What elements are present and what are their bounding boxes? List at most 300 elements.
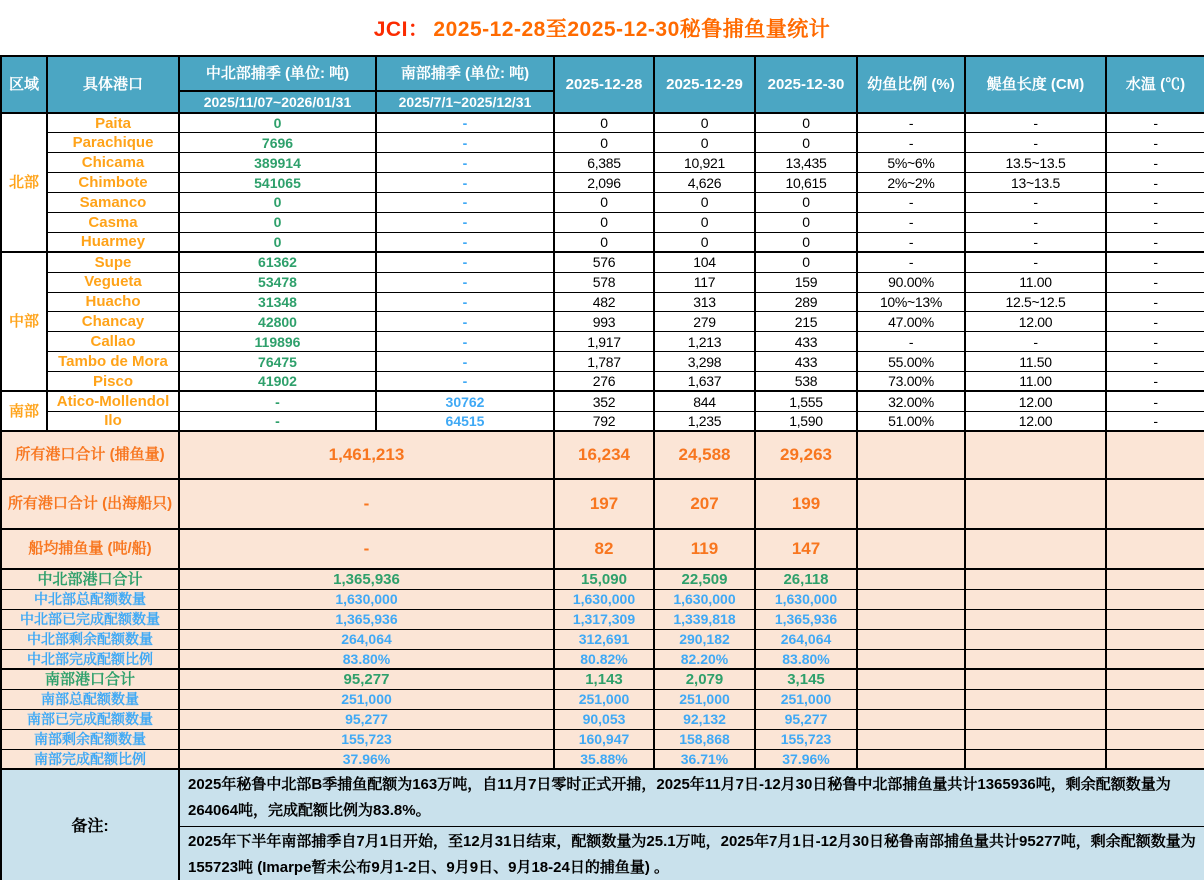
anchovy-length-value: -	[965, 133, 1106, 153]
quota-row-label: 南部完成配额比例	[1, 749, 179, 769]
daily-catch-value-3: 159	[755, 272, 857, 292]
daily-catch-value-1: 0	[554, 113, 654, 133]
port-row	[1, 312, 1204, 332]
quota-row	[1, 709, 1204, 729]
north-season-value: -	[179, 391, 376, 411]
quota-row-label: 中北部总配额数量	[1, 589, 179, 609]
quota-row	[1, 749, 1204, 769]
juvenile-ratio-value: -	[857, 232, 965, 252]
empty-cell	[857, 609, 965, 629]
total-daily-value-3: 199	[755, 479, 857, 529]
quota-daily-value-3: 26,118	[755, 569, 857, 589]
quota-daily-value-1: 1,143	[554, 669, 654, 689]
water-temp-value: -	[1106, 372, 1204, 392]
total-row-label: 所有港口合计 (捕鱼量)	[1, 431, 179, 479]
quota-daily-value-2: 22,509	[654, 569, 755, 589]
port-name-cell: Chicama	[47, 153, 179, 173]
empty-cell	[857, 589, 965, 609]
empty-cell	[965, 569, 1106, 589]
south-season-value: -	[376, 133, 554, 153]
port-row	[1, 372, 1204, 392]
north-season-value: 389914	[179, 153, 376, 173]
fishing-stats-table	[0, 55, 1204, 880]
quota-season-value: 1,630,000	[179, 589, 554, 609]
quota-row-label: 中北部完成配额比例	[1, 649, 179, 669]
port-name-cell: Chancay	[47, 312, 179, 332]
empty-cell	[857, 729, 965, 749]
daily-catch-value-1: 0	[554, 212, 654, 232]
anchovy-length-value: 13~13.5	[965, 173, 1106, 193]
empty-cell	[1106, 749, 1204, 769]
total-daily-value-2: 24,588	[654, 431, 755, 479]
daily-catch-value-2: 1,235	[654, 411, 755, 431]
empty-cell	[965, 729, 1106, 749]
port-name-cell: Ilo	[47, 411, 179, 431]
quota-season-value: 1,365,936	[179, 609, 554, 629]
empty-cell	[965, 479, 1106, 529]
col-header-length: 鳀鱼长度 (CM)	[965, 56, 1106, 113]
daily-catch-value-2: 104	[654, 252, 755, 272]
quota-season-value: 37.96%	[179, 749, 554, 769]
daily-catch-value-2: 313	[654, 292, 755, 312]
daily-catch-value-1: 482	[554, 292, 654, 312]
south-season-value: -	[376, 212, 554, 232]
daily-catch-value-3: 10,615	[755, 173, 857, 193]
daily-catch-value-3: 0	[755, 193, 857, 213]
port-name-cell: Casma	[47, 212, 179, 232]
water-temp-value: -	[1106, 312, 1204, 332]
total-daily-value-1: 16,234	[554, 431, 654, 479]
quota-row-label: 南部港口合计	[1, 669, 179, 689]
daily-catch-value-3: 0	[755, 113, 857, 133]
quota-row	[1, 609, 1204, 629]
south-season-value: -	[376, 173, 554, 193]
water-temp-value: -	[1106, 292, 1204, 312]
daily-catch-value-3: 0	[755, 212, 857, 232]
empty-cell	[1106, 609, 1204, 629]
empty-cell	[857, 709, 965, 729]
south-season-value: -	[376, 332, 554, 352]
daily-catch-value-2: 10,921	[654, 153, 755, 173]
empty-cell	[965, 689, 1106, 709]
total-daily-value-2: 119	[654, 529, 755, 569]
port-name-cell: Paita	[47, 113, 179, 133]
daily-catch-value-1: 6,385	[554, 153, 654, 173]
daily-catch-value-1: 578	[554, 272, 654, 292]
south-season-value: -	[376, 372, 554, 392]
quota-row	[1, 729, 1204, 749]
quota-daily-value-1: 312,691	[554, 629, 654, 649]
north-season-value: 76475	[179, 352, 376, 372]
south-season-value: -	[376, 193, 554, 213]
quota-daily-value-3: 155,723	[755, 729, 857, 749]
quota-daily-value-2: 2,079	[654, 669, 755, 689]
daily-catch-value-2: 0	[654, 212, 755, 232]
daily-catch-value-1: 792	[554, 411, 654, 431]
table-header	[1, 56, 1204, 113]
col-header-temp: 水温 (℃)	[1106, 56, 1204, 113]
daily-catch-value-1: 993	[554, 312, 654, 332]
total-season-value: -	[179, 529, 554, 569]
juvenile-ratio-value: 73.00%	[857, 372, 965, 392]
quota-daily-value-3: 37.96%	[755, 749, 857, 769]
daily-catch-value-3: 215	[755, 312, 857, 332]
total-row	[1, 479, 1204, 529]
water-temp-value: -	[1106, 153, 1204, 173]
water-temp-value: -	[1106, 212, 1204, 232]
quota-daily-value-3: 83.80%	[755, 649, 857, 669]
title-prefix: JCI：	[373, 17, 430, 41]
quota-daily-value-2: 158,868	[654, 729, 755, 749]
title-text: 2025-12-28至2025-12-30秘鲁捕鱼量统计	[433, 17, 831, 41]
empty-cell	[857, 749, 965, 769]
juvenile-ratio-value: 10%~13%	[857, 292, 965, 312]
juvenile-ratio-value: 5%~6%	[857, 153, 965, 173]
table-body	[1, 113, 1204, 880]
quota-daily-value-3: 1,630,000	[755, 589, 857, 609]
juvenile-ratio-value: -	[857, 212, 965, 232]
anchovy-length-value: -	[965, 212, 1106, 232]
south-season-value: 30762	[376, 391, 554, 411]
north-season-value: 0	[179, 113, 376, 133]
water-temp-value: -	[1106, 173, 1204, 193]
juvenile-ratio-value: -	[857, 113, 965, 133]
water-temp-value: -	[1106, 272, 1204, 292]
anchovy-length-value: -	[965, 232, 1106, 252]
south-season-value: -	[376, 153, 554, 173]
empty-cell	[857, 689, 965, 709]
empty-cell	[965, 529, 1106, 569]
col-header-juvenile: 幼鱼比例 (%)	[857, 56, 965, 113]
north-season-value: 541065	[179, 173, 376, 193]
col-header-port: 具体港口	[47, 56, 179, 113]
north-season-value: -	[179, 411, 376, 431]
port-name-cell: Huarmey	[47, 232, 179, 252]
quota-row	[1, 649, 1204, 669]
total-daily-value-3: 147	[755, 529, 857, 569]
empty-cell	[965, 629, 1106, 649]
total-row-label: 船均捕鱼量 (吨/船)	[1, 529, 179, 569]
daily-catch-value-2: 4,626	[654, 173, 755, 193]
notes-label: 备注:	[1, 769, 179, 880]
col-header-region: 区域	[1, 56, 47, 113]
water-temp-value: -	[1106, 252, 1204, 272]
south-season-value: -	[376, 352, 554, 372]
water-temp-value: -	[1106, 113, 1204, 133]
daily-catch-value-1: 1,917	[554, 332, 654, 352]
port-row	[1, 153, 1204, 173]
total-daily-value-3: 29,263	[755, 431, 857, 479]
daily-catch-value-3: 13,435	[755, 153, 857, 173]
port-row	[1, 232, 1204, 252]
anchovy-length-value: 13.5~13.5	[965, 153, 1106, 173]
empty-cell	[965, 589, 1106, 609]
daily-catch-value-2: 0	[654, 133, 755, 153]
juvenile-ratio-value: 32.00%	[857, 391, 965, 411]
juvenile-ratio-value: 90.00%	[857, 272, 965, 292]
north-season-value: 0	[179, 212, 376, 232]
port-row	[1, 113, 1204, 133]
daily-catch-value-2: 844	[654, 391, 755, 411]
empty-cell	[1106, 629, 1204, 649]
daily-catch-value-2: 0	[654, 193, 755, 213]
quota-daily-value-2: 251,000	[654, 689, 755, 709]
juvenile-ratio-value: 2%~2%	[857, 173, 965, 193]
quota-season-value: 95,277	[179, 669, 554, 689]
quota-daily-value-3: 95,277	[755, 709, 857, 729]
daily-catch-value-2: 117	[654, 272, 755, 292]
daily-catch-value-3: 538	[755, 372, 857, 392]
empty-cell	[1106, 669, 1204, 689]
quota-daily-value-1: 80.82%	[554, 649, 654, 669]
empty-cell	[857, 479, 965, 529]
juvenile-ratio-value: -	[857, 133, 965, 153]
page-title	[0, 0, 1204, 55]
anchovy-length-value: 12.00	[965, 312, 1106, 332]
port-row	[1, 252, 1204, 272]
empty-cell	[965, 749, 1106, 769]
port-row	[1, 391, 1204, 411]
quota-daily-value-3: 264,064	[755, 629, 857, 649]
total-season-value: 1,461,213	[179, 431, 554, 479]
north-season-value: 53478	[179, 272, 376, 292]
total-daily-value-2: 207	[654, 479, 755, 529]
south-season-value: -	[376, 252, 554, 272]
daily-catch-value-2: 1,637	[654, 372, 755, 392]
quota-daily-value-1: 1,317,309	[554, 609, 654, 629]
quota-season-value: 1,365,936	[179, 569, 554, 589]
quota-row	[1, 669, 1204, 689]
juvenile-ratio-value: 51.00%	[857, 411, 965, 431]
port-name-cell: Vegueta	[47, 272, 179, 292]
total-row-label: 所有港口合计 (出海船只)	[1, 479, 179, 529]
juvenile-ratio-value: 55.00%	[857, 352, 965, 372]
port-name-cell: Atico-Mollendol	[47, 391, 179, 411]
quota-row	[1, 589, 1204, 609]
daily-catch-value-1: 352	[554, 391, 654, 411]
daily-catch-value-1: 276	[554, 372, 654, 392]
quota-season-value: 83.80%	[179, 649, 554, 669]
daily-catch-value-3: 0	[755, 232, 857, 252]
note-text-2: 2025年下半年南部捕季自7月1日开始，至12月31日结束，配额数量为25.1万吨，2025年7月1日-12月30日秘鲁南部捕鱼量共计95277吨，剩余配额数量为155723吨 (Imarpe暂未公布9月1-2日、9月9日、9月18-24日的捕鱼量) 。	[179, 827, 1204, 880]
daily-catch-value-3: 1,555	[755, 391, 857, 411]
daily-catch-value-3: 0	[755, 252, 857, 272]
quota-daily-value-2: 290,182	[654, 629, 755, 649]
quota-row-label: 中北部港口合计	[1, 569, 179, 589]
port-name-cell: Parachique	[47, 133, 179, 153]
daily-catch-value-2: 279	[654, 312, 755, 332]
anchovy-length-value: 11.50	[965, 352, 1106, 372]
south-season-value: -	[376, 232, 554, 252]
port-name-cell: Callao	[47, 332, 179, 352]
total-daily-value-1: 197	[554, 479, 654, 529]
anchovy-length-value: 11.00	[965, 272, 1106, 292]
water-temp-value: -	[1106, 391, 1204, 411]
port-name-cell: Samanco	[47, 193, 179, 213]
juvenile-ratio-value: -	[857, 252, 965, 272]
quota-season-value: 264,064	[179, 629, 554, 649]
port-row	[1, 332, 1204, 352]
north-season-value: 119896	[179, 332, 376, 352]
port-row	[1, 173, 1204, 193]
daily-catch-value-3: 433	[755, 332, 857, 352]
quota-daily-value-1: 251,000	[554, 689, 654, 709]
empty-cell	[857, 669, 965, 689]
region-label: 北部	[1, 113, 47, 252]
region-label: 中部	[1, 252, 47, 391]
port-name-cell: Chimbote	[47, 173, 179, 193]
quota-season-value: 251,000	[179, 689, 554, 709]
water-temp-value: -	[1106, 232, 1204, 252]
daily-catch-value-1: 0	[554, 232, 654, 252]
anchovy-length-value: -	[965, 332, 1106, 352]
empty-cell	[1106, 569, 1204, 589]
total-row	[1, 529, 1204, 569]
notes-row	[1, 769, 1204, 827]
empty-cell	[965, 649, 1106, 669]
quota-row-label: 中北部已完成配额数量	[1, 609, 179, 629]
empty-cell	[1106, 729, 1204, 749]
empty-cell	[965, 709, 1106, 729]
north-season-value: 42800	[179, 312, 376, 332]
notes-row	[1, 827, 1204, 880]
north-season-value: 7696	[179, 133, 376, 153]
juvenile-ratio-value: 47.00%	[857, 312, 965, 332]
south-season-value: 64515	[376, 411, 554, 431]
total-daily-value-1: 82	[554, 529, 654, 569]
col-header-date-1: 2025-12-28	[554, 56, 654, 113]
empty-cell	[1106, 529, 1204, 569]
quota-daily-value-2: 92,132	[654, 709, 755, 729]
quota-row	[1, 689, 1204, 709]
port-row	[1, 292, 1204, 312]
quota-row-label: 南部剩余配额数量	[1, 729, 179, 749]
quota-season-value: 95,277	[179, 709, 554, 729]
south-season-value: -	[376, 312, 554, 332]
quota-daily-value-3: 1,365,936	[755, 609, 857, 629]
north-season-value: 61362	[179, 252, 376, 272]
empty-cell	[857, 431, 965, 479]
anchovy-length-value: 12.00	[965, 391, 1106, 411]
col-header-date-2: 2025-12-29	[654, 56, 755, 113]
quota-daily-value-1: 90,053	[554, 709, 654, 729]
water-temp-value: -	[1106, 133, 1204, 153]
daily-catch-value-3: 289	[755, 292, 857, 312]
north-season-value: 0	[179, 193, 376, 213]
water-temp-value: -	[1106, 332, 1204, 352]
daily-catch-value-1: 0	[554, 193, 654, 213]
quota-season-value: 155,723	[179, 729, 554, 749]
north-season-value: 31348	[179, 292, 376, 312]
empty-cell	[1106, 479, 1204, 529]
quota-daily-value-2: 1,630,000	[654, 589, 755, 609]
empty-cell	[1106, 689, 1204, 709]
daily-catch-value-2: 1,213	[654, 332, 755, 352]
quota-row-label: 南部已完成配额数量	[1, 709, 179, 729]
anchovy-length-value: 12.5~12.5	[965, 292, 1106, 312]
port-row	[1, 411, 1204, 431]
quota-daily-value-3: 251,000	[755, 689, 857, 709]
north-season-value: 41902	[179, 372, 376, 392]
quota-daily-value-3: 3,145	[755, 669, 857, 689]
empty-cell	[1106, 709, 1204, 729]
region-label: 南部	[1, 391, 47, 431]
water-temp-value: -	[1106, 352, 1204, 372]
daily-catch-value-1: 576	[554, 252, 654, 272]
south-season-range: 2025/7/1~2025/12/31	[376, 91, 554, 113]
anchovy-length-value: 11.00	[965, 372, 1106, 392]
juvenile-ratio-value: -	[857, 332, 965, 352]
port-name-cell: Supe	[47, 252, 179, 272]
port-name-cell: Huacho	[47, 292, 179, 312]
anchovy-length-value: -	[965, 193, 1106, 213]
quota-daily-value-1: 35.88%	[554, 749, 654, 769]
north-season-range: 2025/11/07~2026/01/31	[179, 91, 376, 113]
daily-catch-value-3: 1,590	[755, 411, 857, 431]
empty-cell	[965, 669, 1106, 689]
quota-row	[1, 629, 1204, 649]
water-temp-value: -	[1106, 193, 1204, 213]
daily-catch-value-3: 433	[755, 352, 857, 372]
quota-daily-value-1: 1,630,000	[554, 589, 654, 609]
daily-catch-value-2: 0	[654, 232, 755, 252]
quota-row-label: 南部总配额数量	[1, 689, 179, 709]
port-name-cell: Tambo de Mora	[47, 352, 179, 372]
south-season-value: -	[376, 113, 554, 133]
empty-cell	[857, 529, 965, 569]
col-header-date-3: 2025-12-30	[755, 56, 857, 113]
empty-cell	[857, 649, 965, 669]
water-temp-value: -	[1106, 411, 1204, 431]
port-row	[1, 133, 1204, 153]
daily-catch-value-3: 0	[755, 133, 857, 153]
col-header-south-season: 南部捕季 (单位: 吨)	[376, 56, 554, 91]
port-row	[1, 272, 1204, 292]
note-text-1: 2025年秘鲁中北部B季捕鱼配额为163万吨，自11月7日零时正式开捕，2025年11月7日-12月30日秘鲁中北部捕鱼量共计1365936吨，剩余配额数量为264064吨，完成配额比例为83.8%。	[179, 769, 1204, 827]
empty-cell	[857, 629, 965, 649]
quota-daily-value-1: 160,947	[554, 729, 654, 749]
anchovy-length-value: -	[965, 113, 1106, 133]
total-season-value: -	[179, 479, 554, 529]
col-header-north-season: 中北部捕季 (单位: 吨)	[179, 56, 376, 91]
anchovy-length-value: 12.00	[965, 411, 1106, 431]
anchovy-length-value: -	[965, 252, 1106, 272]
quota-daily-value-1: 15,090	[554, 569, 654, 589]
daily-catch-value-1: 0	[554, 133, 654, 153]
empty-cell	[1106, 589, 1204, 609]
south-season-value: -	[376, 292, 554, 312]
quota-row	[1, 569, 1204, 589]
quota-daily-value-2: 1,339,818	[654, 609, 755, 629]
daily-catch-value-2: 0	[654, 113, 755, 133]
daily-catch-value-2: 3,298	[654, 352, 755, 372]
empty-cell	[1106, 431, 1204, 479]
empty-cell	[965, 431, 1106, 479]
daily-catch-value-1: 1,787	[554, 352, 654, 372]
quota-daily-value-2: 36.71%	[654, 749, 755, 769]
empty-cell	[857, 569, 965, 589]
quota-daily-value-2: 82.20%	[654, 649, 755, 669]
port-row	[1, 352, 1204, 372]
daily-catch-value-1: 2,096	[554, 173, 654, 193]
port-row	[1, 193, 1204, 213]
port-name-cell: Pisco	[47, 372, 179, 392]
juvenile-ratio-value: -	[857, 193, 965, 213]
port-row	[1, 212, 1204, 232]
empty-cell	[965, 609, 1106, 629]
north-season-value: 0	[179, 232, 376, 252]
total-row	[1, 431, 1204, 479]
